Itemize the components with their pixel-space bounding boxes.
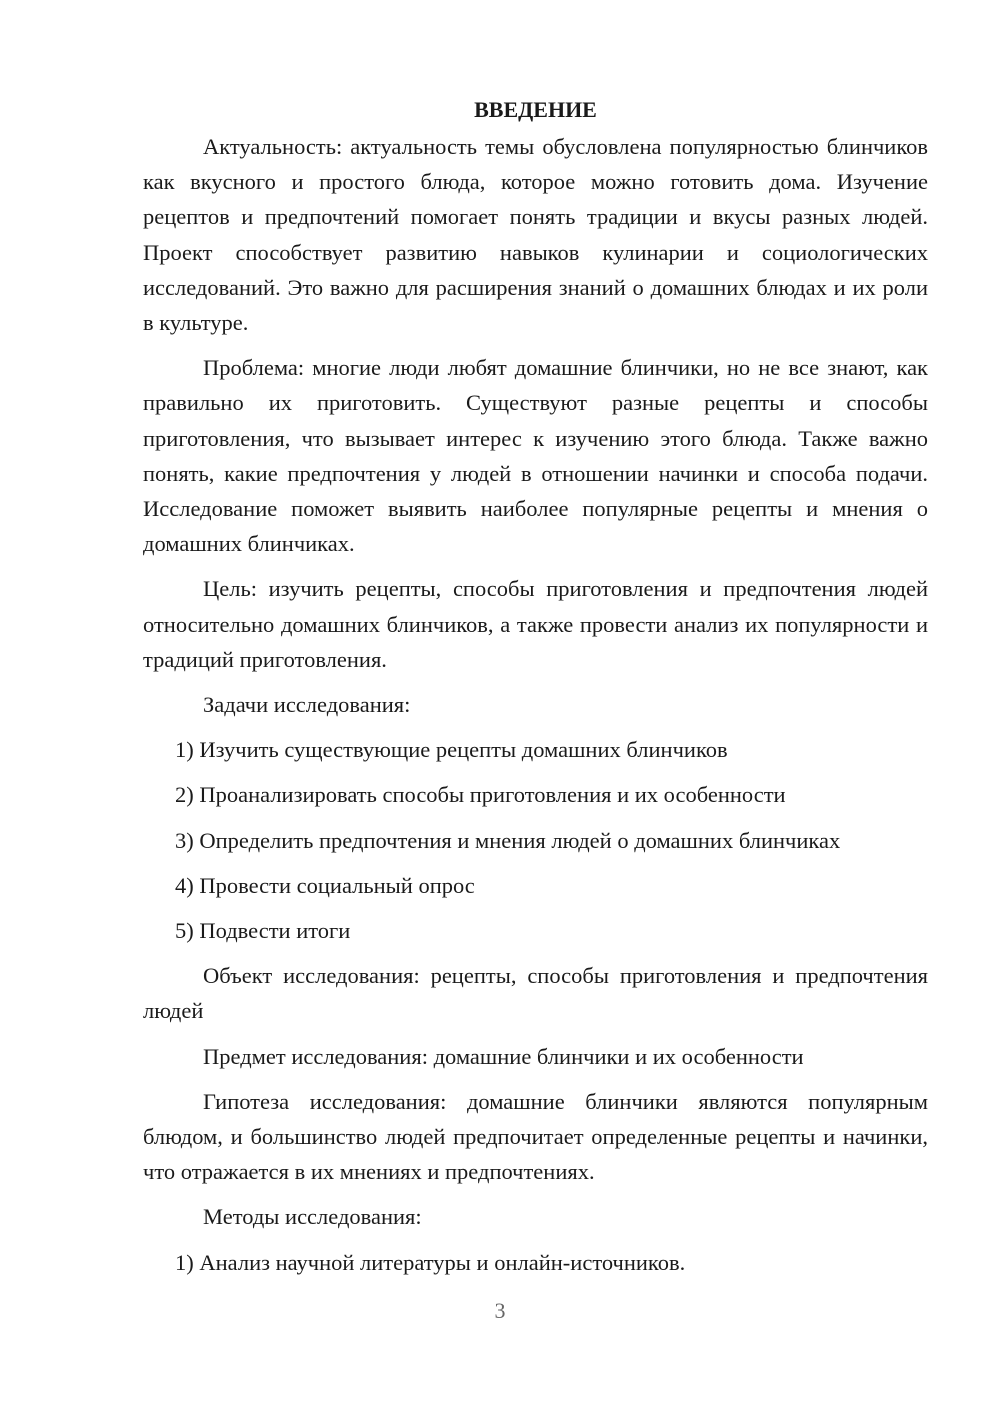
object-paragraph: Объект исследования: рецепты, способы приготовления и предпочтения людей xyxy=(143,963,928,1024)
task-item: 1) Изучить существующие рецепты домашних блинчиков xyxy=(175,737,728,763)
method-item: 1) Анализ научной литературы и онлайн-источников. xyxy=(175,1249,686,1275)
methods-heading: Методы исследования: xyxy=(203,1204,422,1230)
section-title: ВВЕДЕНИЕ xyxy=(474,97,597,122)
tasks-heading: Задачи исследования: xyxy=(203,692,411,718)
task-item: 3) Определить предпочтения и мнения людей о домашних блинчиках xyxy=(175,827,841,853)
task-item: 4) Провести социальный опрос xyxy=(175,872,475,898)
hypothesis-paragraph: Гипотеза исследования: домашние блинчики являются популярным блюдом, и большинство людей предпочитает определенные рецепты и начинки, что отражается в их мнениях и предпочтениях. xyxy=(143,1088,928,1185)
relevance-paragraph: Актуальность: актуальность темы обусловлена популярностью блинчиков как вкусного и простого блюда, которое можно готовить дома. Изучение рецептов и предпочтений помогает понять традиции и вкусы разных людей. Проект способствует развитию навыков кулинарии и социологических исследований. Это важно для расширения знаний о домашних блюдах и их роли в культуре. xyxy=(143,134,928,336)
goal-paragraph: Цель: изучить рецепты, способы приготовления и предпочтения людей относительно домашних блинчиков, а также провести анализ их популярности и традиций приготовления. xyxy=(143,576,928,672)
task-item: 2) Проанализировать способы приготовления и их особенности xyxy=(175,782,786,808)
problem-paragraph: Проблема: многие люди любят домашние блинчики, но не все знают, как правильно их приготовить. Существуют разные рецепты и способы приготовления, что вызывает интерес к изучению этого блюда. Также важно понять, какие предпочтения у людей в отношении начинки и способа подачи. Исследование поможет выявить наиболее популярные рецепты и мнения о домашних блинчиках. xyxy=(143,355,928,557)
task-item: 5) Подвести итоги xyxy=(175,918,351,944)
page-number: 3 xyxy=(494,1298,506,1323)
methods-list xyxy=(143,1245,928,1280)
document-page xyxy=(143,92,928,1290)
tasks-list xyxy=(143,732,928,948)
subject-paragraph: Предмет исследования: домашние блинчики и их особенности xyxy=(203,1043,804,1069)
